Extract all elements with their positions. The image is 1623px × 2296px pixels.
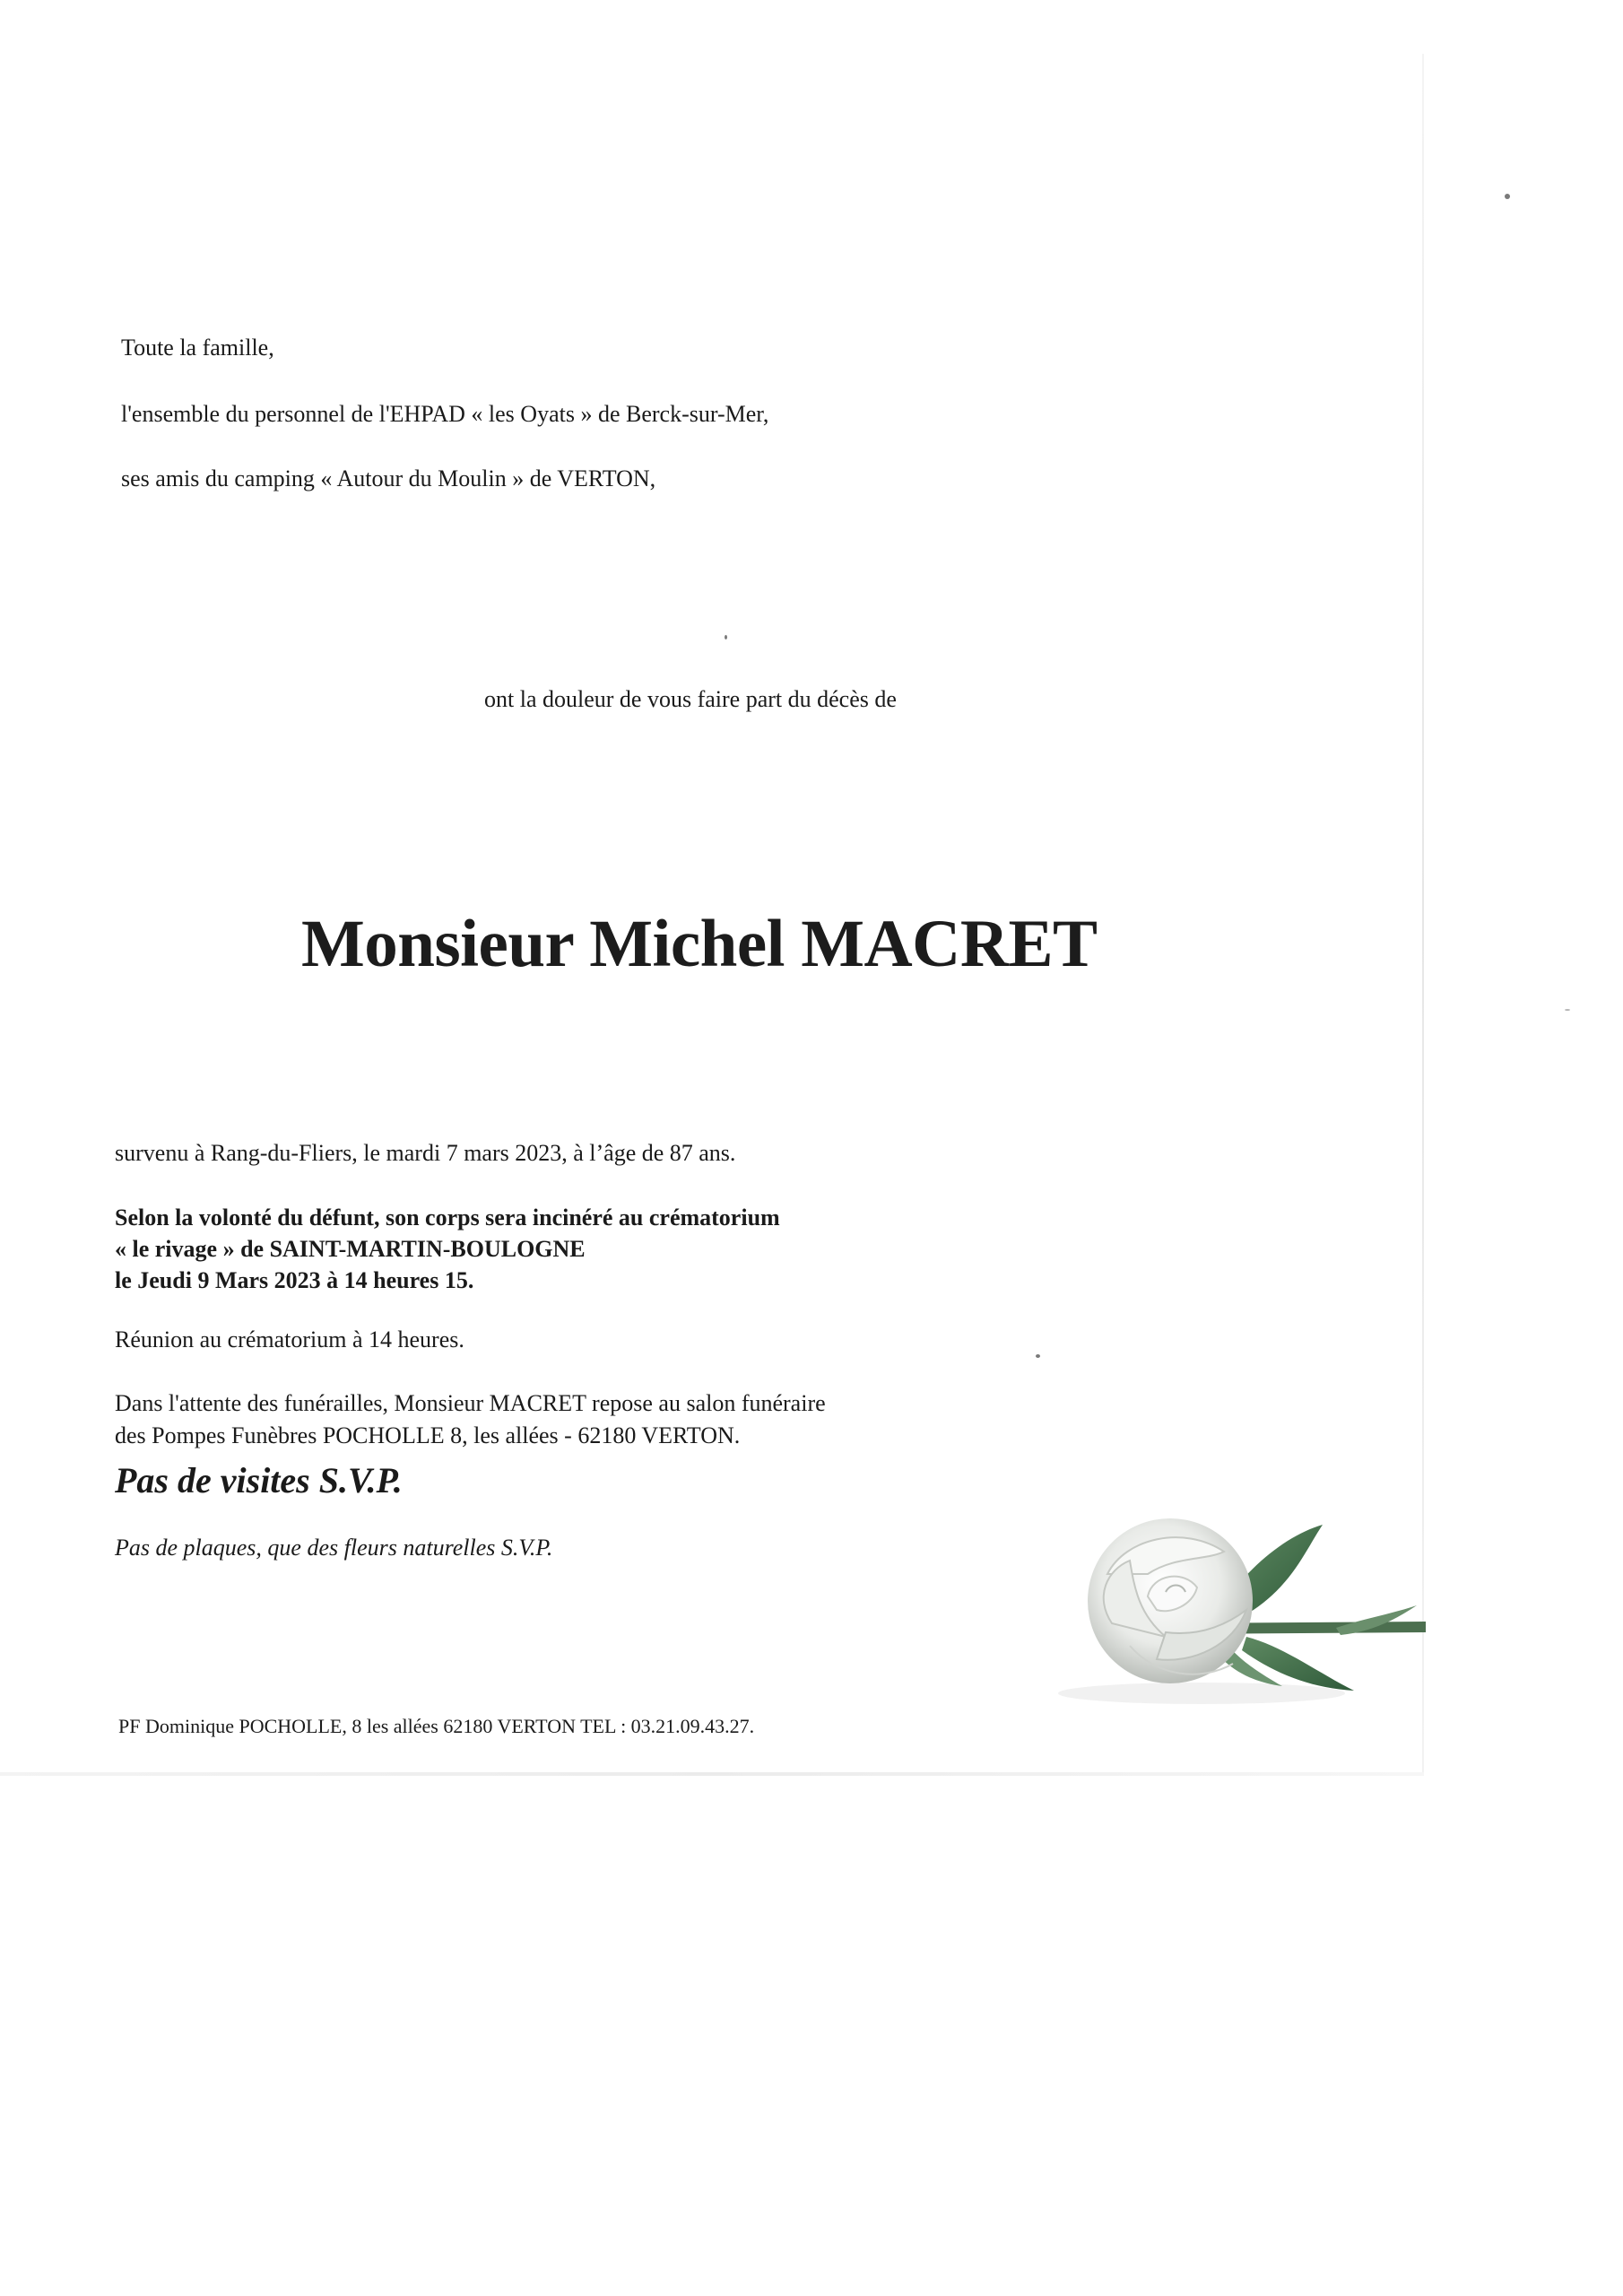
white-rose-icon	[1022, 1489, 1426, 1722]
gathering-line: Réunion au crématorium à 14 heures.	[115, 1326, 464, 1352]
paper-edge-bottom	[0, 1772, 1424, 1776]
rest-block	[115, 1387, 826, 1452]
scan-speck	[1036, 1354, 1040, 1358]
scan-speck	[1565, 1009, 1570, 1011]
ceremony-line: Selon la volonté du défunt, son corps sera incinéré au crématorium	[115, 1205, 780, 1231]
scan-speck	[1505, 194, 1510, 199]
rest-line: Dans l'attente des funérailles, Monsieur MACRET repose au salon funéraire	[115, 1390, 826, 1416]
funeral-home-footer: PF Dominique POCHOLLE, 8 les allées 62180 VERTON TEL : 03.21.09.43.27.	[118, 1715, 755, 1737]
scan-speck	[725, 635, 727, 639]
intro-line-family: Toute la famille,	[121, 335, 274, 361]
ceremony-block	[115, 1202, 780, 1296]
flowers-note: Pas de plaques, que des fleurs naturelles S.V.P.	[115, 1535, 553, 1561]
ceremony-line: « le rivage » de SAINT-MARTIN-BOULOGNE	[115, 1236, 586, 1262]
intro-line-camping: ses amis du camping « Autour du Moulin » de VERTON,	[121, 465, 656, 491]
intro-line-ehpad: l'ensemble du personnel de l'EHPAD « les Oyats » de Berck-sur-Mer,	[121, 401, 769, 427]
rest-line: des Pompes Funèbres POCHOLLE 8, les allées - 62180 VERTON.	[115, 1422, 741, 1448]
no-visits-note: Pas de visites S.V.P.	[115, 1460, 403, 1500]
ceremony-line: le Jeudi 9 Mars 2023 à 14 heures 15.	[115, 1267, 474, 1293]
death-details: survenu à Rang-du-Fliers, le mardi 7 mars 2023, à l’âge de 87 ans.	[115, 1140, 736, 1166]
announcement-line: ont la douleur de vous faire part du décès de	[484, 686, 897, 712]
deceased-name: Monsieur Michel MACRET	[301, 907, 1098, 981]
